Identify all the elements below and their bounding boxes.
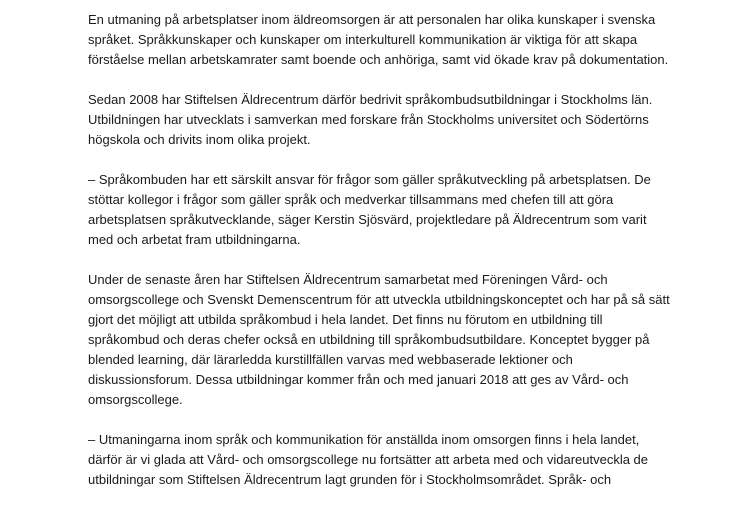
paragraph-line: utbildningar som Stiftelsen Äldrecentrum lagt grunden för i Stockholmsområdet. Språk- och (88, 472, 612, 487)
paragraph-line: arbetsplatsen språkutvecklande, säger Kerstin Sjösvärd, projektledare på Äldrecentrum som varit (88, 212, 647, 227)
paragraph-line: därför är vi glada att Vård- och omsorgscollege nu fortsätter att arbeta med och vidareutveckla de (88, 452, 649, 467)
paragraph-line: förståelse mellan arbetskamrater samt boende och anhöriga, samt vid ökade krav på dokumentation. (88, 52, 669, 67)
paragraph-4 (88, 270, 728, 410)
paragraph-2 (88, 90, 728, 150)
paragraph-line: med och arbetat fram utbildningarna. (88, 232, 301, 247)
paragraph-line: gjort det möjligt att utbilda språkombud i hela landet. Det finns nu förutom en utbildning till (88, 312, 603, 327)
paragraph-line: stöttar kollegor i frågor som gäller språk och medverkar tillsammans med chefen till att göra (88, 192, 614, 207)
paragraph-line: diskussionsforum. Dessa utbildningar kommer från och med januari 2018 att ges av Vård- och (88, 372, 629, 387)
paragraph-line: blended learning, där lärarledda kurstillfällen varvas med webbaserade lektioner och (88, 352, 573, 367)
paragraph-line: språket. Språkkunskaper och kunskaper om interkulturell kommunikation är viktiga för att skapa (88, 32, 638, 47)
paragraph-3 (88, 170, 728, 250)
paragraph-1 (88, 10, 728, 70)
paragraph-line: Utbildningen har utvecklats i samverkan med forskare från Stockholms universitet och Södertörns (88, 112, 649, 127)
paragraph-line: Under de senaste åren har Stiftelsen Äldrecentrum samarbetat med Föreningen Vård- och (88, 272, 608, 287)
paragraph-line: högskola och drivits inom olika projekt. (88, 132, 311, 147)
paragraph-line: Sedan 2008 har Stiftelsen Äldrecentrum därför bedrivit språkombudsutbildningar i Stockholms län. (88, 92, 653, 107)
paragraph-line: omsorgscollege. (88, 392, 183, 407)
document-body (88, 10, 728, 510)
paragraph-line: – Utmaningarna inom språk och kommunikation för anställda inom omsorgen finns i hela landet, (88, 432, 640, 447)
paragraph-line: omsorgscollege och Svenskt Demenscentrum för att utveckla utbildningskonceptet och har på så sätt (88, 292, 670, 307)
paragraph-5 (88, 430, 728, 490)
paragraph-line: språkombud och deras chefer också en utbildning till språkombudsutbildare. Konceptet bygger på (88, 332, 650, 347)
paragraph-line: – Språkombuden har ett särskilt ansvar för frågor som gäller språkutveckling på arbetsplatsen. De (88, 172, 651, 187)
paragraph-line: En utmaning på arbetsplatser inom äldreomsorgen är att personalen har olika kunskaper i svenska (88, 12, 656, 27)
